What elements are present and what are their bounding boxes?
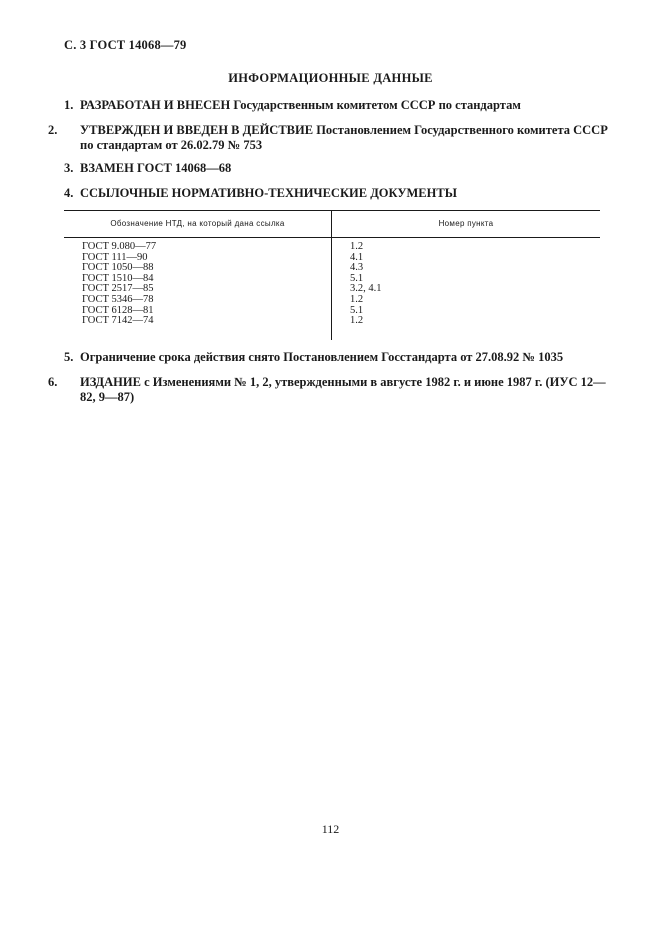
item-lead: ССЫЛОЧНЫЕ НОРМАТИВНО-ТЕХНИЧЕСКИЕ ДОКУМЕНТЫ bbox=[80, 186, 457, 200]
info-item-edition bbox=[48, 375, 620, 405]
item-number: 1. bbox=[64, 98, 74, 112]
item-text: Государственным комитетом СССР по стандартам bbox=[230, 98, 521, 112]
table-cell-document: ГОСТ 111—90 bbox=[82, 251, 148, 263]
item-lead: РАЗРАБОТАН И ВНЕСЕН bbox=[80, 98, 231, 112]
table-cell-clause: 5.1 bbox=[350, 304, 364, 316]
table-cell-clause: 4.3 bbox=[350, 262, 364, 274]
info-item-developed bbox=[64, 98, 604, 113]
item-number: 3. bbox=[64, 161, 74, 175]
info-item-references bbox=[64, 186, 604, 201]
section-title: ИНФОРМАЦИОННЫЕ ДАННЫЕ bbox=[228, 71, 433, 85]
info-item-validity-limit bbox=[64, 350, 604, 365]
table-cell-document: ГОСТ 7142—74 bbox=[82, 315, 154, 327]
table-top-rule bbox=[64, 210, 600, 211]
document-column bbox=[82, 242, 156, 327]
column-header-clause: Номер пункта bbox=[438, 219, 494, 228]
table-cell-document: ГОСТ 9.080—77 bbox=[82, 241, 157, 252]
table-cell-clause: 1.2 bbox=[350, 241, 364, 252]
table-cell-clause: 4.1 bbox=[350, 251, 364, 263]
table-cell-clause: 1.2 bbox=[350, 293, 364, 305]
item-text: с Изменениями № 1, 2, утвержденными в августе 1982 г. и июне 1987 г. (ИУС 12—82, 9—87) bbox=[80, 375, 606, 404]
table-cell-document: ГОСТ 1050—88 bbox=[82, 262, 154, 274]
info-item-replaces bbox=[64, 161, 604, 176]
table-cell-clause: 5.1 bbox=[350, 272, 364, 284]
clause-column bbox=[350, 242, 382, 327]
table-cell-document: ГОСТ 5346—78 bbox=[82, 293, 154, 305]
item-text: Ограничение срока действия снято Постановлением Госстандарта от 27.08.92 № 1035 bbox=[80, 350, 564, 364]
item-lead: ИЗДАНИЕ bbox=[80, 375, 141, 389]
page-number: 112 bbox=[321, 822, 340, 836]
table-header-rule bbox=[64, 237, 600, 238]
table-cell-clause: 3.2, 4.1 bbox=[350, 283, 382, 295]
table-cell-document: ГОСТ 6128—81 bbox=[82, 304, 154, 316]
item-number: 4. bbox=[64, 186, 74, 200]
column-header-document: Обозначение НТД, на который дана ссылка bbox=[110, 219, 285, 228]
item-text: Постановлением Государственного комитета СССР по стандартам от 26.02.79 № 753 bbox=[80, 123, 608, 152]
item-number: 5. bbox=[64, 350, 74, 364]
table-cell-document: ГОСТ 2517—85 bbox=[82, 283, 154, 295]
table-column-divider bbox=[331, 210, 332, 340]
item-lead: ВЗАМЕН ГОСТ 14068—68 bbox=[80, 161, 232, 175]
table-cell-clause: 1.2 bbox=[350, 315, 364, 327]
reference-documents-table bbox=[64, 210, 600, 340]
running-header: С. 3 ГОСТ 14068—79 bbox=[64, 38, 187, 52]
item-lead: УТВЕРЖДЕН И ВВЕДЕН В ДЕЙСТВИЕ bbox=[80, 123, 314, 137]
table-cell-document: ГОСТ 1510—84 bbox=[82, 272, 154, 284]
item-number: 6. bbox=[48, 375, 58, 389]
item-number: 2. bbox=[48, 123, 58, 137]
info-item-approved bbox=[48, 123, 620, 153]
